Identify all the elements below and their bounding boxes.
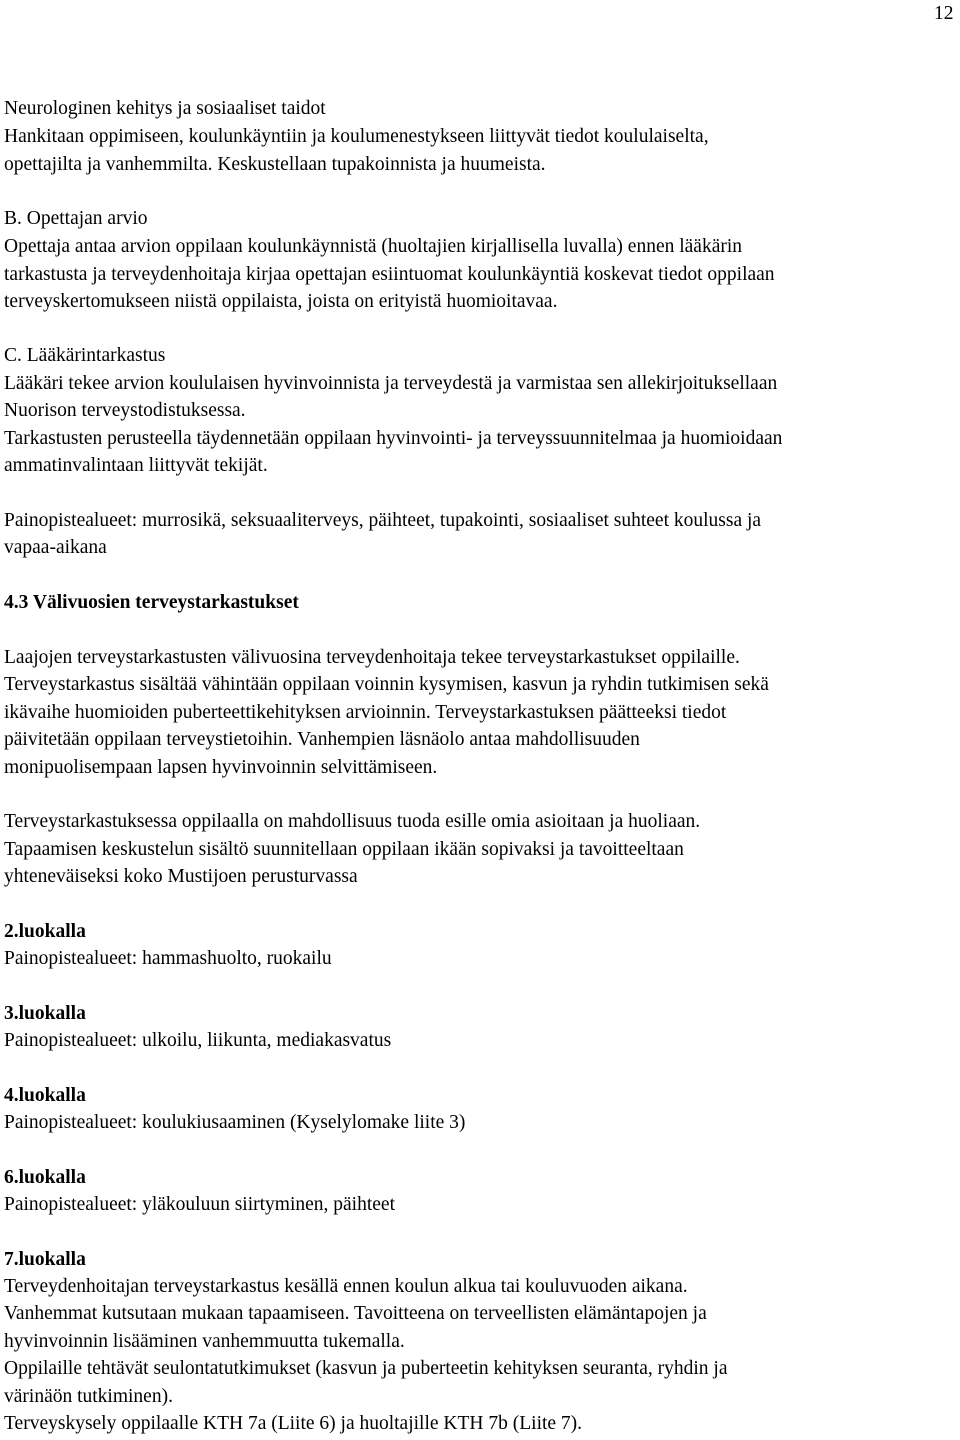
text-line: tarkastusta ja terveydenhoitaja kirjaa opettajan esiintuomat koulunkäyntiä koskevat tiedot oppilaan bbox=[4, 264, 775, 285]
text-line: Lääkäri tekee arvion koululaisen hyvinvoinnista ja terveydestä ja varmistaa sen allekirjoituksellaan bbox=[4, 373, 778, 394]
text-line: opettajilta ja vanhemmilta. Keskustellaan tupakoinnista ja huumeista. bbox=[4, 154, 546, 175]
text-line: Painopistealueet: koulukiusaaminen (Kyselylomake liite 3) bbox=[4, 1112, 466, 1133]
grade-heading: 2.luokalla bbox=[4, 921, 86, 942]
heading-4-3: 4.3 Välivuosien terveystarkastukset bbox=[4, 592, 299, 613]
text-line: ammatinvalintaan liittyvät tekijät. bbox=[4, 455, 268, 476]
grade-heading: 4.luokalla bbox=[4, 1085, 86, 1106]
text-line: Oppilaille tehtävät seulontatutkimukset (kasvun ja puberteetin kehityksen seuranta, ryhdin ja bbox=[4, 1358, 728, 1379]
text-line: Hankitaan oppimiseen, koulunkäyntiin ja koulumenestykseen liittyvät tiedot koululaiselta, bbox=[4, 126, 709, 147]
text-line: Painopistealueet: hammashuolto, ruokailu bbox=[4, 948, 332, 969]
text-line: värinäön tutkiminen). bbox=[4, 1386, 173, 1407]
section-title: C. Lääkärintarkastus bbox=[4, 345, 166, 366]
text-line: Terveydenhoitajan terveystarkastus kesällä ennen koulun alkua tai kouluvuoden aikana. bbox=[4, 1276, 688, 1297]
text-line: Nuorison terveystodistuksessa. bbox=[4, 400, 246, 421]
text-line: yhteneväiseksi koko Mustijoen perusturvassa bbox=[4, 866, 358, 887]
text-line: Painopistealueet: yläkouluun siirtyminen, päihteet bbox=[4, 1194, 395, 1215]
page-number: 12 bbox=[934, 3, 954, 24]
section-title: B. Opettajan arvio bbox=[4, 208, 148, 229]
text-line: Vanhemmat kutsutaan mukaan tapaamiseen. Tavoitteena on terveellisten elämäntapojen ja bbox=[4, 1303, 707, 1324]
text-line: päivitetään oppilaan terveystietoihin. Vanhempien läsnäolo antaa mahdollisuuden bbox=[4, 729, 640, 750]
text-line: Opettaja antaa arvion oppilaan koulunkäynnistä (huoltajien kirjallisella luvalla) ennen lääkärin bbox=[4, 236, 743, 257]
text-line: Terveystarkastuksessa oppilaalla on mahdollisuus tuoda esille omia asioitaan ja huoliaan. bbox=[4, 811, 701, 832]
grade-heading: 7.luokalla bbox=[4, 1249, 86, 1270]
section-title: Neurologinen kehitys ja sosiaaliset taidot bbox=[4, 98, 326, 119]
text-line: ikävaihe huomioiden puberteettikehityksen arvioinnin. Terveystarkastuksen päätteeksi tiedot bbox=[4, 702, 727, 723]
text-line: terveyskertomukseen niistä oppilaista, joista on erityistä huomioitavaa. bbox=[4, 291, 558, 312]
grade-heading: 3.luokalla bbox=[4, 1003, 86, 1024]
grade-heading: 6.luokalla bbox=[4, 1167, 86, 1188]
text-line: vapaa-aikana bbox=[4, 537, 107, 558]
text-line: Tarkastusten perusteella täydennetään oppilaan hyvinvointi- ja terveyssuunnitelmaa ja huomioidaan bbox=[4, 428, 783, 449]
text-line: Painopistealueet: murrosikä, seksuaaliterveys, päihteet, tupakointi, sosiaaliset suhteet koulussa ja bbox=[4, 510, 762, 531]
text-line: Tapaamisen keskustelun sisältö suunnitellaan oppilaan ikään sopivaksi ja tavoitteeltaan bbox=[4, 839, 684, 860]
text-line: Painopistealueet: ulkoilu, liikunta, mediakasvatus bbox=[4, 1030, 392, 1051]
text-line: hyvinvoinnin lisääminen vanhemmuutta tukemalla. bbox=[4, 1331, 405, 1352]
text-line: monipuolisempaan lapsen hyvinvoinnin selvittämiseen. bbox=[4, 757, 438, 778]
text-line: Terveystarkastus sisältää vähintään oppilaan voinnin kysymisen, kasvun ja ryhdin tutkimisen sekä bbox=[4, 674, 769, 695]
text-line: Terveyskysely oppilaalle KTH 7a (Liite 6) ja huoltajille KTH 7b (Liite 7). bbox=[4, 1413, 583, 1434]
text-line: Laajojen terveystarkastusten välivuosina terveydenhoitaja tekee terveystarkastukset oppilaille. bbox=[4, 647, 740, 668]
